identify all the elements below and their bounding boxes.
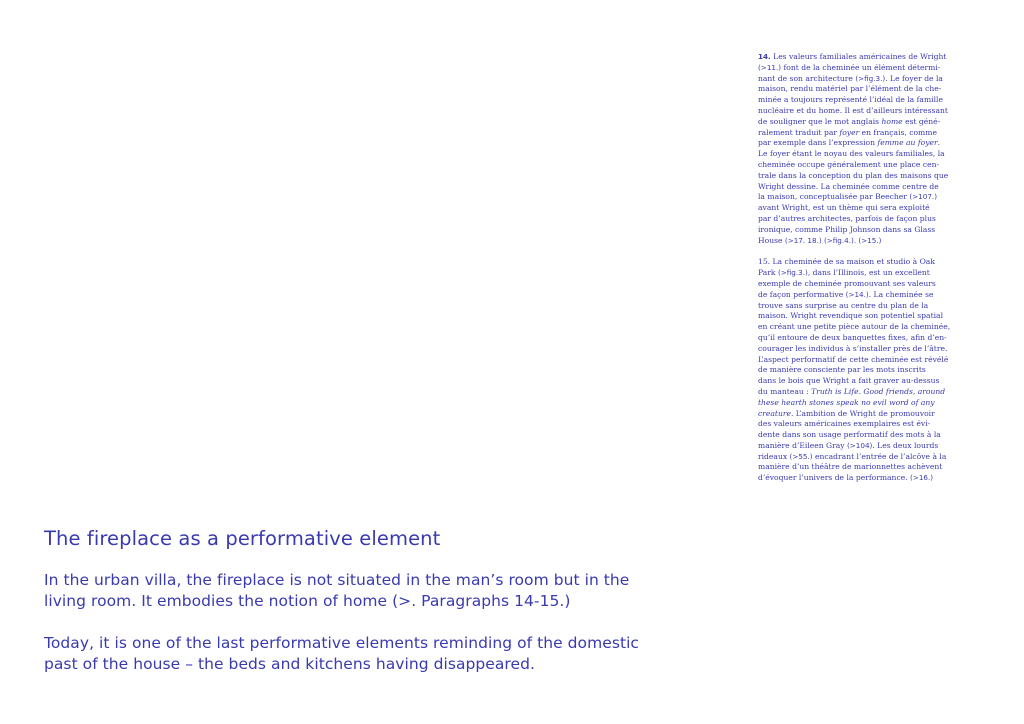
note-text: trouve sans surprise au centre du plan de la bbox=[758, 300, 929, 310]
note-text: en français, comme bbox=[859, 127, 937, 137]
cross-reference: (>fig.3.) bbox=[855, 73, 886, 83]
note-line bbox=[758, 322, 956, 333]
note-line bbox=[758, 419, 956, 430]
note-line bbox=[758, 344, 956, 355]
note-text: minée a toujours représenté l’idéal de la famille bbox=[758, 95, 943, 105]
paragraph-1-line: In the urban villa, the fireplace is not situated in the man’s room but in the bbox=[44, 571, 630, 589]
note-text: de souligner que le mot anglais bbox=[758, 116, 882, 126]
note-line bbox=[758, 95, 956, 106]
note-text: de façon performative bbox=[758, 289, 846, 299]
note-line bbox=[758, 376, 956, 387]
cross-reference: (>17. 18.) (>fig.4.). (>15.) bbox=[784, 235, 882, 245]
note-text: maison, rendu matériel par l’élément de la che- bbox=[758, 84, 942, 94]
note-text: avant Wright, est un thème qui sera exploité bbox=[758, 203, 930, 213]
note-line bbox=[758, 409, 956, 420]
note-text: maison. Wright revendique son potentiel spatial bbox=[758, 311, 944, 321]
note-line bbox=[758, 452, 956, 463]
note-text: L’aspect performatif de cette cheminée est révélé bbox=[758, 354, 949, 364]
note-line bbox=[758, 160, 956, 171]
note-line bbox=[758, 203, 956, 214]
note-text: nant de son architecture bbox=[758, 73, 856, 83]
cross-reference: (>104) bbox=[846, 440, 873, 450]
note-text: trale dans la conception du plan des maisons que bbox=[758, 170, 949, 180]
note-line bbox=[758, 301, 956, 312]
note-text: . bbox=[937, 138, 941, 148]
note-line bbox=[758, 279, 956, 290]
note-text: Les valeurs familiales américaines de Wright bbox=[770, 52, 947, 61]
main-text bbox=[44, 526, 684, 675]
note-italic-text: creature bbox=[758, 408, 791, 418]
note-text: Wright dessine. La cheminée comme centre de bbox=[758, 181, 939, 191]
note-line bbox=[758, 171, 956, 182]
cross-reference: (>11.) bbox=[758, 62, 782, 72]
note-line bbox=[758, 117, 956, 128]
note-text: par d’autres architectes, parfois de façon plus bbox=[758, 213, 936, 223]
note-text: dente dans son usage performatif des mots à la bbox=[758, 430, 941, 440]
cross-reference: (>16.) bbox=[910, 473, 934, 483]
note-line bbox=[758, 84, 956, 95]
section-title: The fireplace as a performative element bbox=[44, 527, 441, 550]
note-line bbox=[758, 290, 956, 301]
side-notes bbox=[758, 52, 956, 495]
cross-reference: (>fig.3.) bbox=[777, 268, 808, 278]
note-text: la maison, conceptualisée par Beecher bbox=[758, 192, 910, 202]
note-text: manière d’un théâtre de marionnettes achèvent bbox=[758, 462, 943, 472]
note-line bbox=[758, 462, 956, 473]
note-text: cheminée occupe généralement une place cen- bbox=[758, 159, 940, 169]
note-text: dans le bois que Wright a fait graver au-dessus bbox=[758, 376, 940, 386]
note-text: ralement traduit par bbox=[758, 127, 840, 137]
note-line bbox=[758, 138, 956, 149]
note-line bbox=[758, 149, 956, 160]
note-15 bbox=[758, 257, 956, 484]
note-line bbox=[758, 387, 956, 398]
note-text: rideaux bbox=[758, 451, 790, 461]
note-14 bbox=[758, 52, 956, 246]
note-line bbox=[758, 398, 956, 409]
note-line bbox=[758, 74, 956, 85]
note-text: 15. La cheminée de sa maison et studio à Oak bbox=[758, 257, 935, 267]
cross-reference: (>107.) bbox=[909, 192, 937, 202]
note-text: nucléaire et du home. Il est d’ailleurs intéressant bbox=[758, 105, 948, 115]
note-text: Le foyer étant le noyau des valeurs familiales, la bbox=[758, 149, 945, 159]
note-line bbox=[758, 333, 956, 344]
note-line bbox=[758, 257, 956, 268]
note-text: , dans l’Illinois, est un excellent bbox=[807, 268, 930, 278]
note-italic-text: these hearth stones speak no evil word of any bbox=[758, 397, 935, 407]
note-italic-text: foyer bbox=[839, 127, 860, 137]
note-number: 14. bbox=[758, 52, 771, 61]
note-italic-text: Truth is Life. Good friends, around bbox=[811, 386, 946, 396]
note-text: en créant une petite pièce autour de la cheminée, bbox=[758, 322, 951, 332]
note-line bbox=[758, 182, 956, 193]
paragraph-2-line: Today, it is one of the last performative elements reminding of the domestic bbox=[44, 634, 640, 652]
note-line bbox=[758, 268, 956, 279]
cross-reference: (>55.) bbox=[789, 451, 813, 461]
note-line bbox=[758, 236, 956, 247]
note-line bbox=[758, 192, 956, 203]
paragraph-1-line: living room. It embodies the notion of home (>. Paragraphs 14-15.) bbox=[44, 592, 571, 610]
note-text: qu’il entoure de deux banquettes fixes, afin d’en- bbox=[758, 332, 947, 342]
note-text: exemple de cheminée promouvant ses valeurs bbox=[758, 278, 936, 288]
note-line bbox=[758, 365, 956, 376]
note-line bbox=[758, 430, 956, 441]
note-line bbox=[758, 63, 956, 74]
paragraph-1 bbox=[44, 570, 684, 612]
note-text: d’évoquer l’univers de la performance. bbox=[758, 473, 911, 483]
note-text: de manière consciente par les mots inscrits bbox=[758, 365, 926, 375]
note-line bbox=[758, 311, 956, 322]
note-text: . Les deux lourds bbox=[872, 440, 939, 450]
note-italic-text: femme au foyer bbox=[877, 138, 938, 148]
note-line bbox=[758, 225, 956, 236]
note-text: . La cheminée se bbox=[868, 289, 934, 299]
note-text: encadrant l’entrée de l’alcôve à la bbox=[812, 451, 947, 461]
note-line bbox=[758, 214, 956, 225]
note-text: . Le foyer de la bbox=[885, 73, 943, 83]
paragraph-2-line: past of the house – the beds and kitchens having disappeared. bbox=[44, 655, 535, 673]
paragraph-2 bbox=[44, 633, 684, 675]
note-line bbox=[758, 106, 956, 117]
note-text: est géné- bbox=[902, 116, 941, 126]
note-text: du manteau : bbox=[758, 386, 812, 396]
note-text: des valeurs américaines exemplaires est évi- bbox=[758, 419, 931, 429]
note-line bbox=[758, 128, 956, 139]
note-text: Park bbox=[758, 268, 778, 278]
note-line bbox=[758, 52, 956, 63]
note-text: courager les individus à s’installer près de l’âtre. bbox=[758, 343, 948, 353]
note-italic-text: home bbox=[881, 116, 903, 126]
note-text: par exemple dans l’expression bbox=[758, 138, 878, 148]
note-text: font de la cheminée un élément détermi- bbox=[781, 62, 941, 72]
note-line bbox=[758, 441, 956, 452]
note-line bbox=[758, 473, 956, 484]
note-text: ironique, comme Philip Johnson dans sa Glass bbox=[758, 224, 936, 234]
note-line bbox=[758, 355, 956, 366]
cross-reference: (>14.) bbox=[845, 289, 869, 299]
note-text: manière d’Eileen Gray bbox=[758, 440, 847, 450]
note-text: . L’ambition de Wright de promouvoir bbox=[790, 408, 935, 418]
note-text: House bbox=[758, 235, 785, 245]
